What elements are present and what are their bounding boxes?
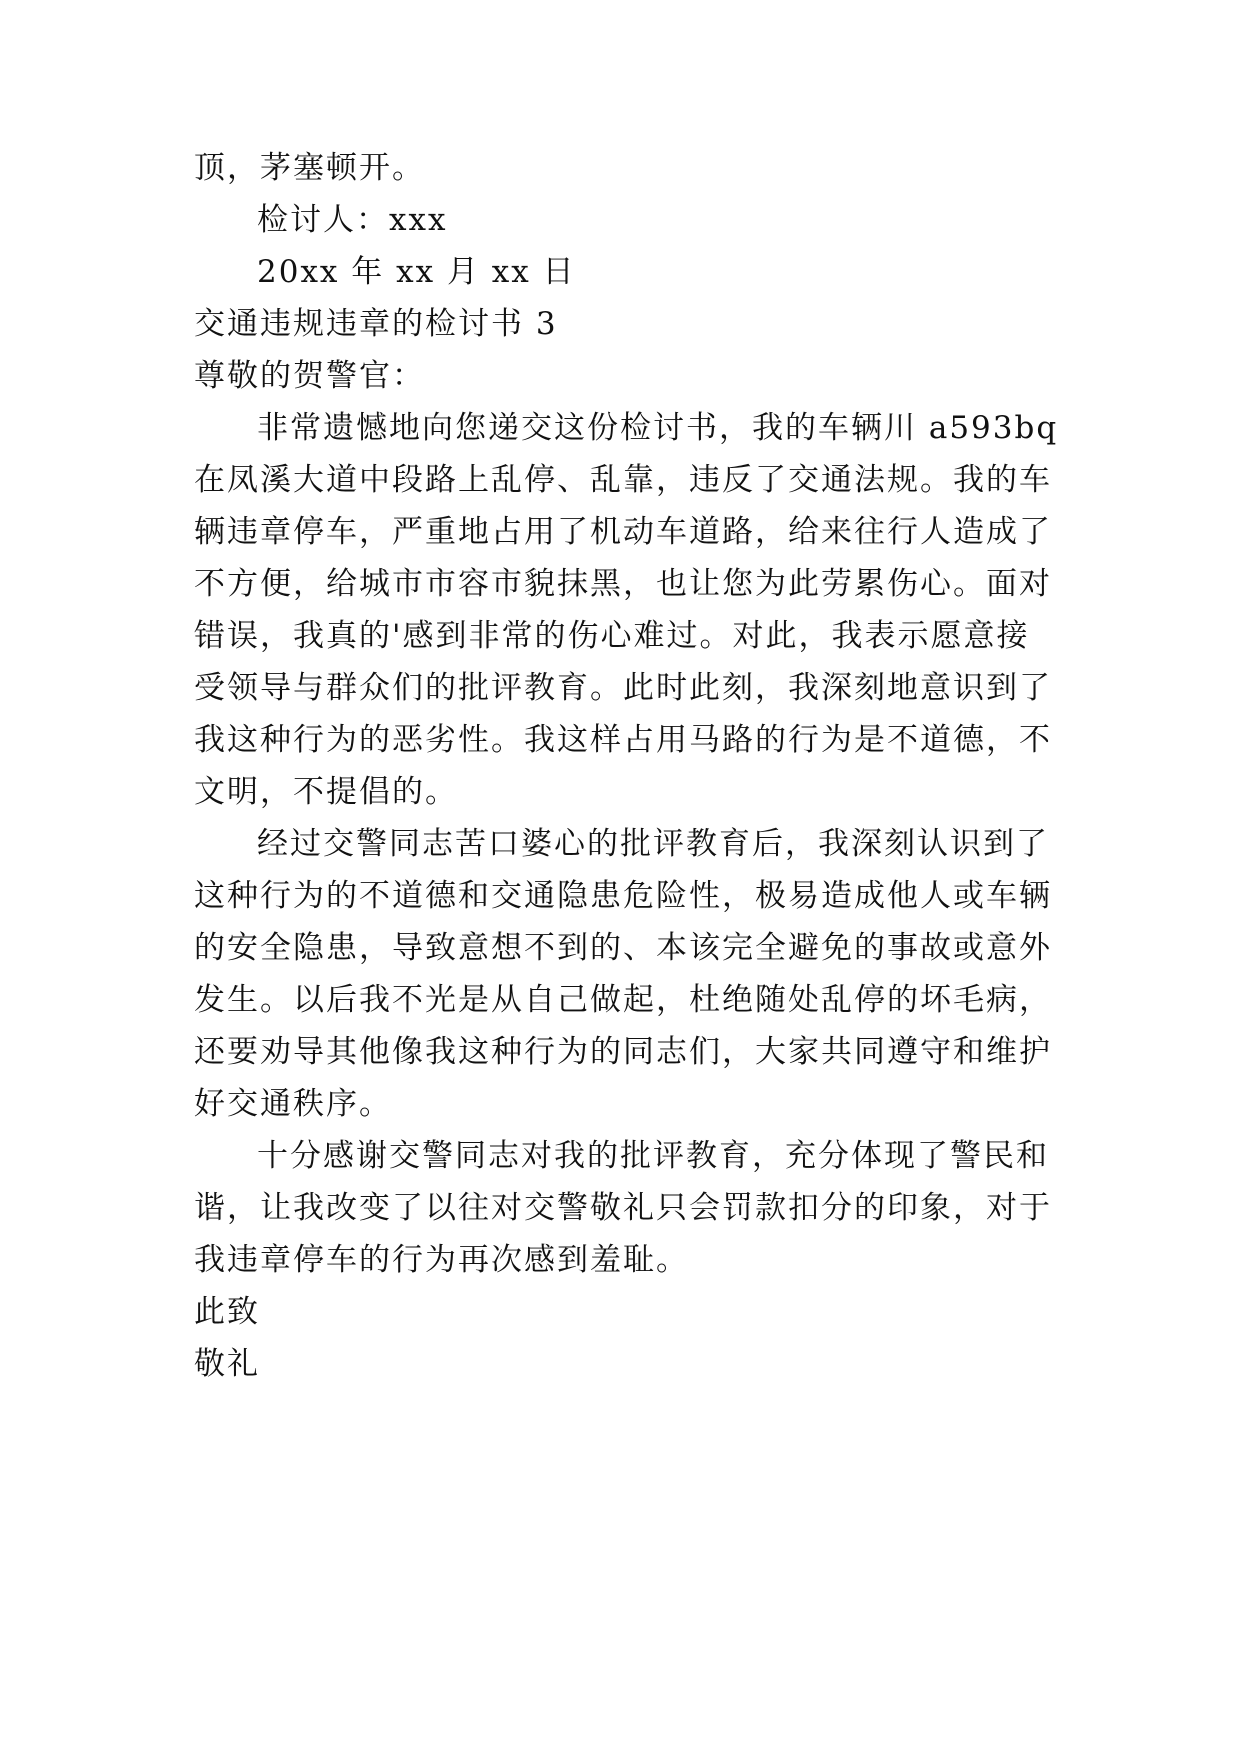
closing-line-2: 敬礼 — [194, 1346, 260, 1382]
signer-line: 检讨人：xxx — [257, 202, 448, 238]
date-line: 20xx 年 xx 月 xx 日 — [257, 254, 576, 290]
paragraph-1-line-2: 在凤溪大道中段路上乱停、乱靠，违反了交通法规。我的车 — [194, 462, 1052, 498]
paragraph-2-line-2: 这种行为的不道德和交通隐患危险性，极易造成他人或车辆 — [194, 878, 1052, 914]
text-line-continuation: 顶，茅塞顿开。 — [194, 150, 425, 186]
paragraph-2-line-1: 经过交警同志苦口婆心的批评教育后，我深刻认识到了 — [257, 826, 1049, 862]
paragraph-2-line-5: 还要劝导其他像我这种行为的同志们，大家共同遵守和维护 — [194, 1034, 1052, 1070]
paragraph-2-line-4: 发生。以后我不光是从自己做起，杜绝随处乱停的坏毛病， — [194, 982, 1052, 1018]
section-title: 交通违规违章的检讨书 3 — [194, 306, 558, 342]
paragraph-2-line-3: 的安全隐患，导致意想不到的、本该完全避免的事故或意外 — [194, 930, 1052, 966]
paragraph-3-line-2: 谐，让我改变了以往对交警敬礼只会罚款扣分的印象，对于 — [194, 1190, 1052, 1226]
paragraph-1-line-8: 文明，不提倡的。 — [194, 774, 458, 810]
closing-line-1: 此致 — [194, 1294, 260, 1330]
salutation: 尊敬的贺警官： — [194, 358, 425, 394]
paragraph-1-line-6: 受领导与群众们的批评教育。此时此刻，我深刻地意识到了 — [194, 670, 1052, 706]
paragraph-1-line-3: 辆违章停车，严重地占用了机动车道路，给来往行人造成了 — [194, 514, 1052, 550]
paragraph-1-line-5: 错误，我真的'感到非常的伤心难过。对此，我表示愿意接 — [194, 618, 1030, 654]
paragraph-3-line-3: 我违章停车的行为再次感到羞耻。 — [194, 1242, 689, 1278]
paragraph-2-line-6: 好交通秩序。 — [194, 1086, 392, 1122]
paragraph-1-line-7: 我这种行为的恶劣性。我这样占用马路的行为是不道德，不 — [194, 722, 1052, 758]
paragraph-3-line-1: 十分感谢交警同志对我的批评教育，充分体现了警民和 — [257, 1138, 1049, 1174]
paragraph-1-line-4: 不方便，给城市市容市貌抹黑，也让您为此劳累伤心。面对 — [194, 566, 1052, 602]
paragraph-1-line-1: 非常遗憾地向您递交这份检讨书，我的车辆川 a593bq — [257, 410, 1059, 446]
